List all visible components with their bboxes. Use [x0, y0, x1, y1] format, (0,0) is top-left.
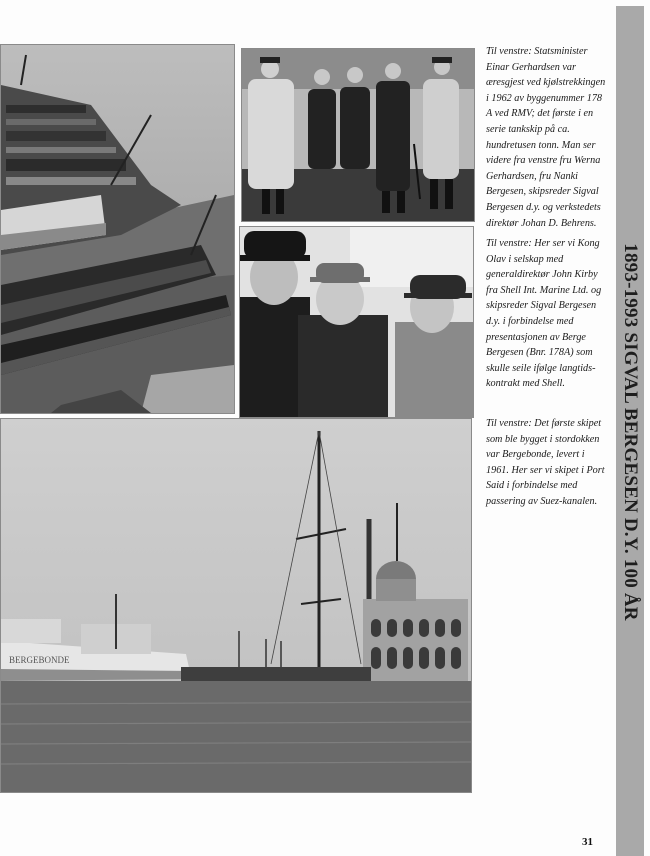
- side-title: 1893-1993 SIGVAL BERGESEN D.Y. 100 ÅR: [620, 243, 641, 621]
- caption-gerhardsen: Til venstre: Statsminister Einar Gerhardsen var æresgjest ved kjølstrekkingen i 1962 av byggenummer 178 A ved RMV; det første i en serie tankskip på ca. hundretusen tonn. Man ser videre fra venstre fru Werna Gerhardsen, fru Nanki Bergesen, skipsreder Sigval Bergesen d.y. og verkstedets direktør Johan D. Behrens.: [486, 46, 606, 229]
- king-olav-portrait-photo: [239, 226, 474, 418]
- caption-king-olav: Til venstre: Her ser vi Kong Olav i selskap med generaldirektør John Kirby fra Shell Int. Marine Ltd. og skipsreder Sigval Bergesen d.y. i forbindelse med presentasjonen av Berge Bergesen (Bnr. 178A) som skulle seile ifølge langtids-kontrakt med Shell.: [486, 238, 602, 390]
- dignitaries-group-photo: [241, 48, 475, 222]
- page-number: 31: [582, 836, 593, 848]
- ship-hull-name: BERGEBONDE: [9, 655, 70, 665]
- port-said-ship-photo: [0, 418, 472, 793]
- caption-bergebonde: Til venstre: Det første skipet som ble bygget i stordokken var Bergebonde, levert i 1961. Her ser vi skipet i Port Said i forbindelse med passering av Suez-kanalen.: [486, 418, 605, 507]
- shipyard-aerial-photo: [0, 44, 235, 414]
